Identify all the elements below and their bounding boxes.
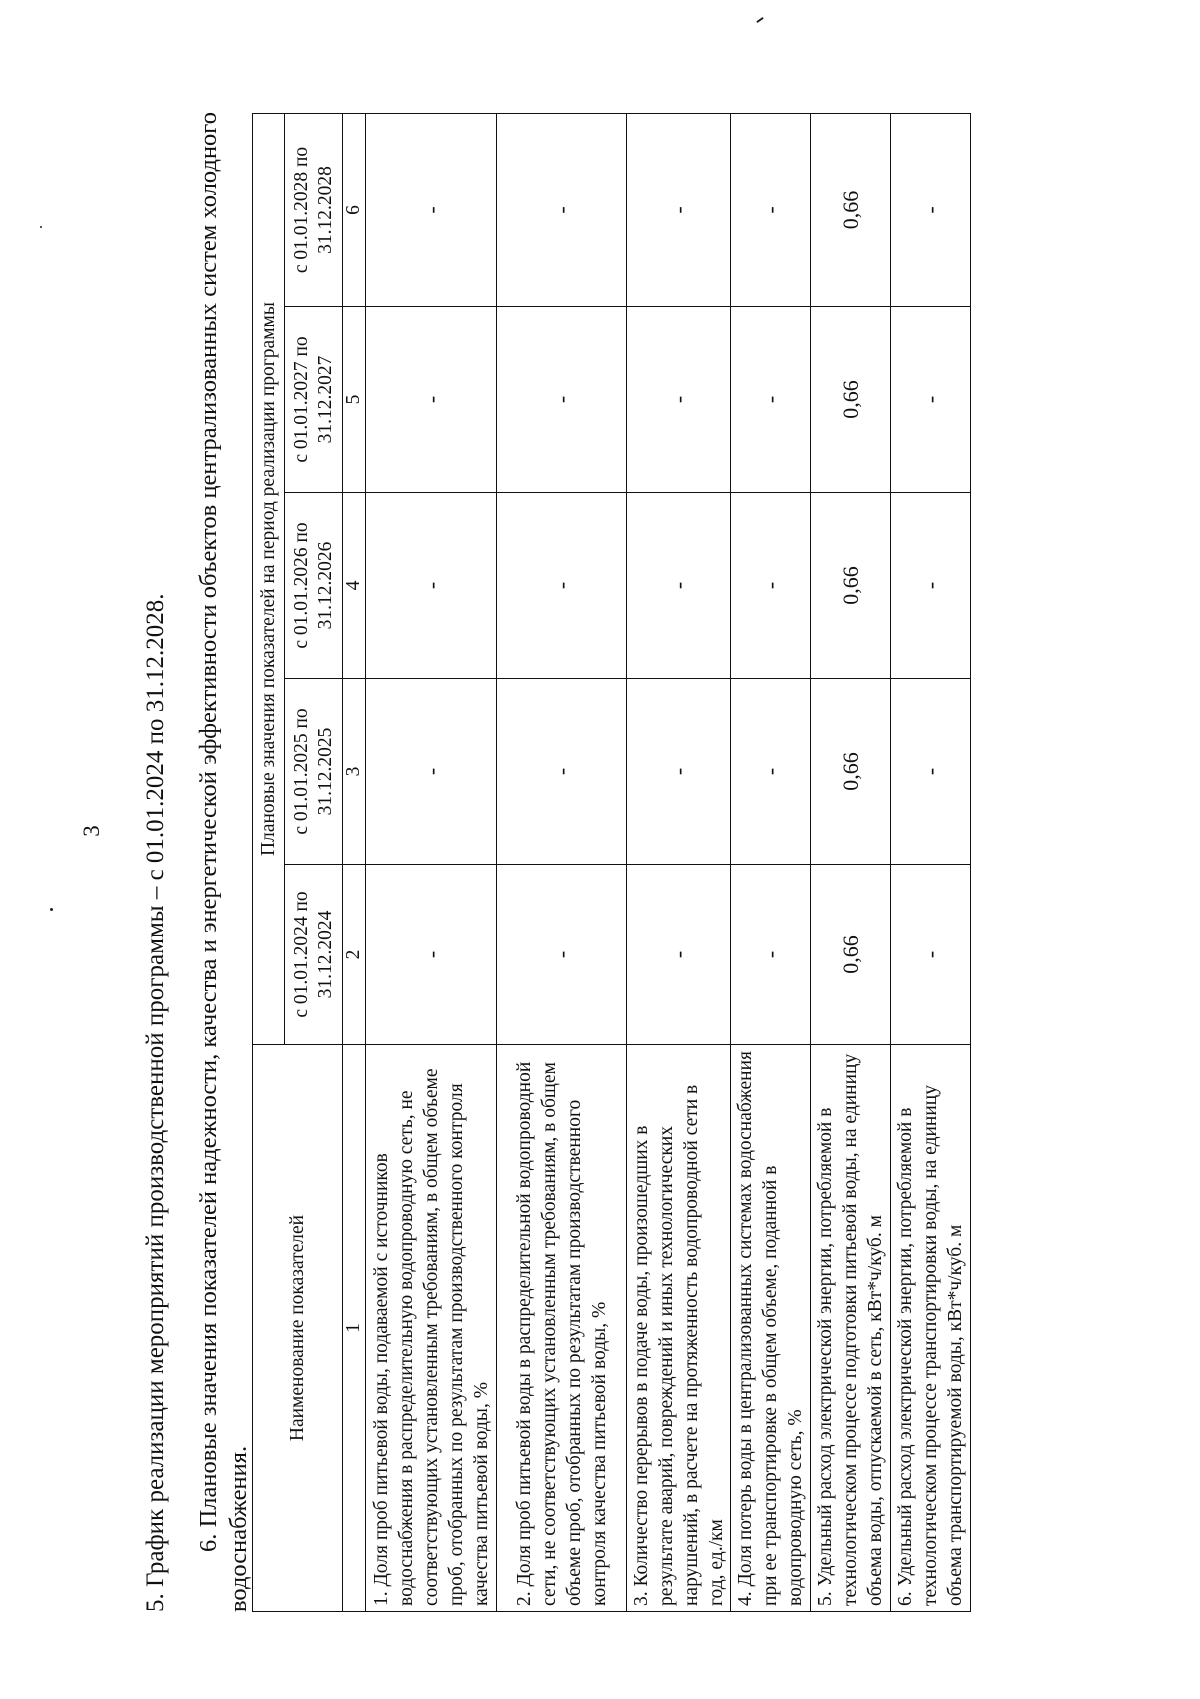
name-column-header: Наименование показателей — [253, 1045, 343, 1612]
column-number: 3 — [343, 679, 366, 865]
indicator-value: - — [366, 493, 497, 679]
indicator-value: - — [891, 679, 971, 865]
indicator-value: - — [891, 865, 971, 1045]
period-2024: с 01.01.2024 по 31.12.2024 — [285, 865, 343, 1045]
table-row — [731, 113, 811, 1611]
indicator-value: 0,66 — [811, 865, 891, 1045]
indicators-table — [252, 113, 971, 1612]
indicator-value: - — [891, 113, 971, 306]
period-2026: с 01.01.2026 по 31.12.2026 — [285, 493, 343, 679]
scan-speck — [756, 17, 764, 23]
indicator-value: - — [891, 307, 971, 493]
indicator-value: 0,66 — [811, 493, 891, 679]
table-row — [811, 113, 891, 1611]
period-2027: с 01.01.2027 по 31.12.2027 — [285, 307, 343, 493]
column-number: 6 — [343, 113, 366, 306]
indicator-value: - — [366, 113, 497, 306]
table-row — [497, 113, 627, 1611]
indicator-value: - — [891, 493, 971, 679]
table-row — [891, 113, 971, 1611]
indicator-value: - — [366, 865, 497, 1045]
indicator-name: 4. Доля потерь воды в централизованных системах водоснабжения при ее транспортировке в общем объеме, поданной в водопроводную сеть, % — [731, 1045, 811, 1612]
column-number: 5 — [343, 307, 366, 493]
period-header: Плановые значения показателей на период реализации программы — [253, 113, 285, 1044]
indicator-value: 0,66 — [811, 113, 891, 306]
indicator-value: - — [366, 307, 497, 493]
indicator-value: - — [627, 113, 731, 306]
indicator-name: 5. Удельный расход электрической энергии, потребляемой в технологическом процессе подготовки питьевой воды, на единицу объема воды, отпускаемой в сеть, кВт*ч/куб. м — [811, 1045, 891, 1612]
indicator-value: - — [366, 679, 497, 865]
rotated-content — [140, 44, 1160, 1612]
indicator-value: - — [497, 493, 627, 679]
indicator-value: - — [497, 113, 627, 306]
indicator-value: - — [497, 307, 627, 493]
indicator-value: 0,66 — [811, 679, 891, 865]
indicator-value: - — [627, 679, 731, 865]
indicator-value: - — [497, 865, 627, 1045]
column-number: 1 — [343, 1045, 366, 1612]
indicator-name: 6. Удельный расход электрической энергии, потребляемой в технологическом процессе транспортировки воды, на единицу объема транспортируемой воды, кВт*ч/куб. м — [891, 1045, 971, 1612]
indicator-name: 3. Количество перерывов в подаче воды, произошедших в результате аварий, повреждений и иных технологических нарушений, в расчете на протяженность водопроводной сети в год, ед./км — [627, 1045, 731, 1612]
section-5-heading: 5. График реализации мероприятий производственной программы – с 01.01.2024 по 31.12.2028. — [142, 593, 169, 1612]
indicator-value: 0,66 — [811, 307, 891, 493]
indicator-value: - — [627, 493, 731, 679]
page-number: 3 — [78, 825, 104, 837]
indicator-name: 2. Доля проб питьевой воды в распределительной водопроводной сети, не соответствующих установленным требованиям, в общем объеме проб, отобранных по результатам производственного контроля качества питьевой воды, % — [497, 1045, 627, 1612]
period-2028: с 01.01.2028 по 31.12.2028 — [285, 113, 343, 306]
scan-speck — [40, 226, 42, 228]
table-row — [366, 113, 497, 1611]
indicator-value: - — [627, 865, 731, 1045]
indicator-value: - — [627, 307, 731, 493]
table-row — [627, 113, 731, 1611]
period-2025: с 01.01.2025 по 31.12.2025 — [285, 679, 343, 865]
indicator-value: - — [731, 865, 811, 1045]
indicator-value: - — [731, 307, 811, 493]
scan-speck — [50, 908, 53, 911]
section-6-heading: 6. Плановые значения показателей надежности, качества и энергетической эффективности объектов централизованных систем холодного водоснабжения. — [195, 112, 252, 1612]
indicator-value: - — [731, 113, 811, 306]
indicator-value: - — [497, 679, 627, 865]
indicator-value: - — [731, 493, 811, 679]
column-number: 4 — [343, 493, 366, 679]
indicator-value: - — [731, 679, 811, 865]
indicator-name: 1. Доля проб питьевой воды, подаваемой с источников водоснабжения в распределительную водопроводную сеть, не соответствующих установленным требованиям, в общем объеме проб, отобранных по результатам производственного контроля качества питьевой воды, % — [366, 1045, 497, 1612]
column-number: 2 — [343, 865, 366, 1045]
